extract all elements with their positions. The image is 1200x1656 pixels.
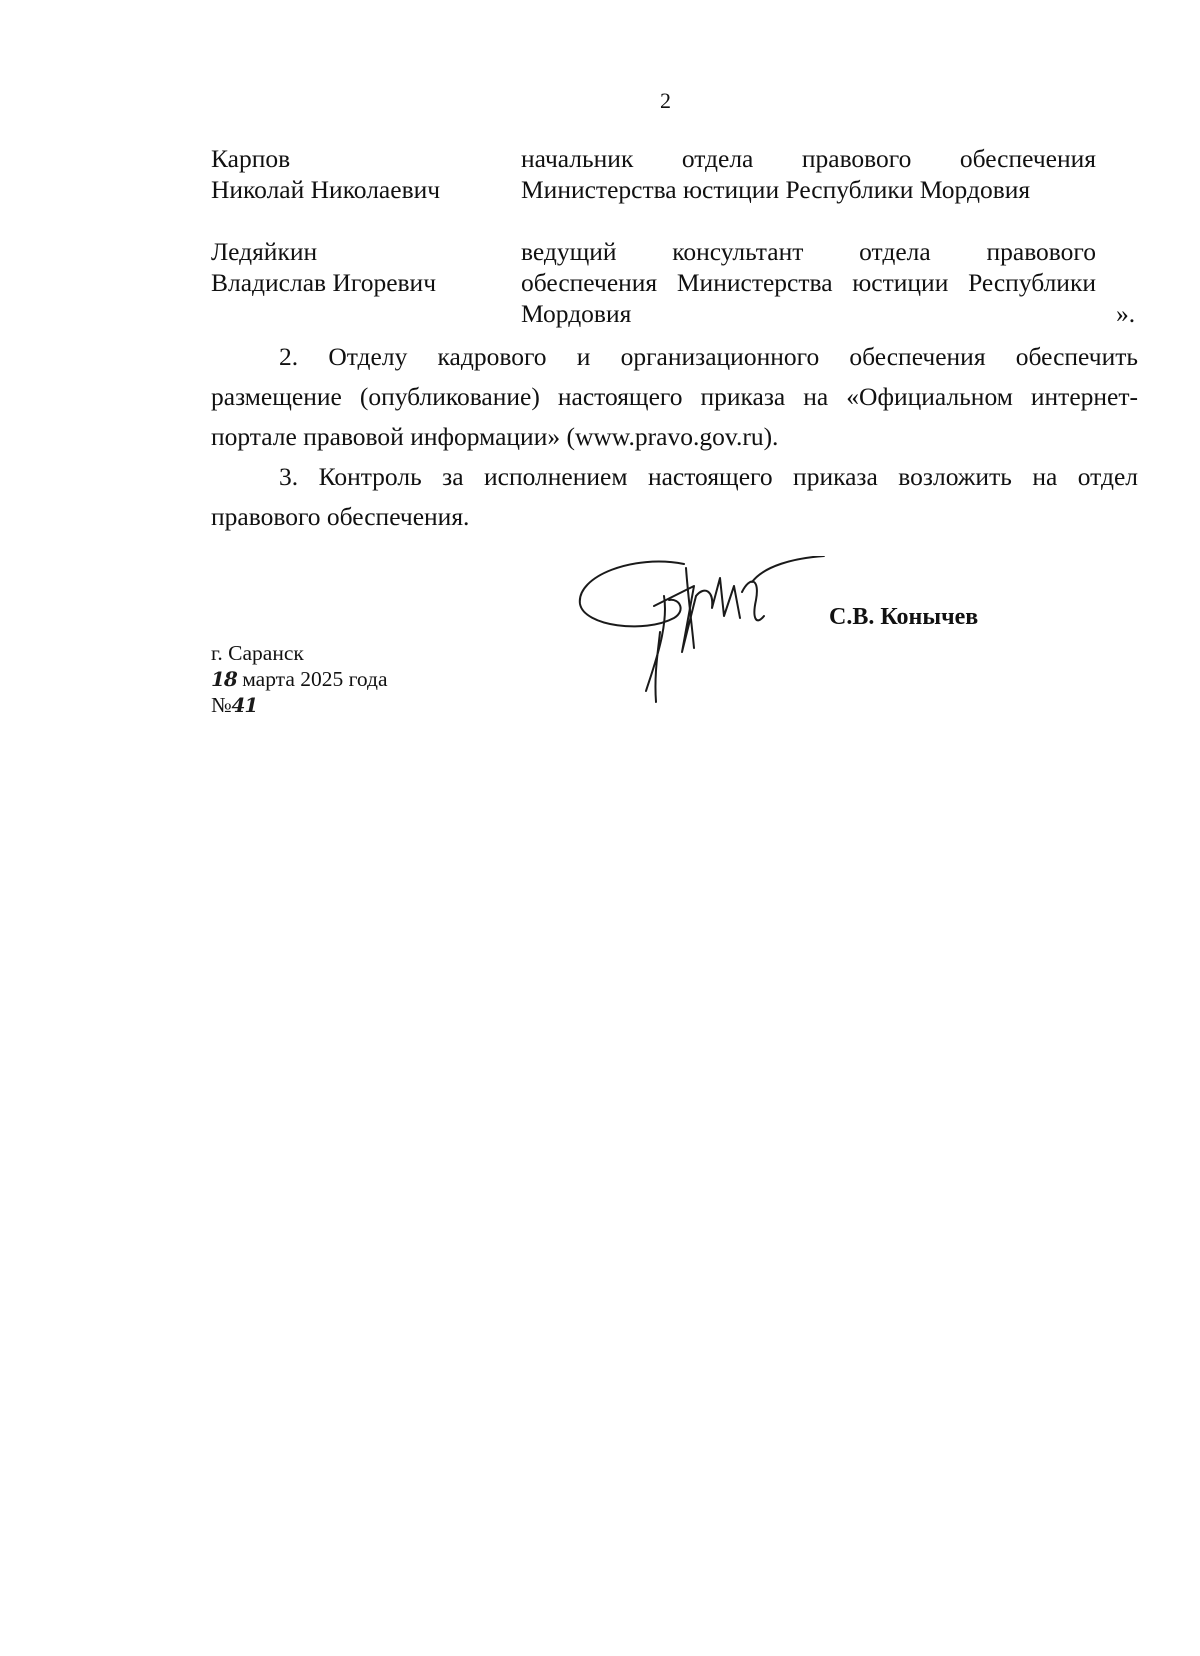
handwritten-number: 41 <box>231 693 258 717</box>
handwritten-signature <box>574 556 834 706</box>
handwritten-day: 18 <box>211 667 237 691</box>
paragraph-3-line1: 3. Контроль за исполнением настоящего приказа возложить на отдел <box>279 462 1138 491</box>
paragraph-2-line2: размещение (опубликование) настоящего приказа на «Официальном интернет- <box>211 382 1138 411</box>
number-prefix: № <box>211 693 232 717</box>
member-2-given-names: Владислав Игоревич <box>211 268 437 297</box>
member-2-position-line2: обеспечения Министерства юстиции Республики <box>521 268 1096 297</box>
paragraph-3-line2: правового обеспечения. <box>211 502 470 531</box>
date-line <box>211 666 388 692</box>
paragraph-2-line1: 2. Отделу кадрового и организационного обеспечения обеспечить <box>279 342 1138 371</box>
signatory-name: С.В. Конычев <box>829 604 979 630</box>
date-rest: марта 2025 года <box>242 667 388 691</box>
number-line <box>211 692 257 718</box>
page-number: 2 <box>660 88 671 113</box>
member-2-position-line1: ведущий консультант отдела правового <box>521 237 1096 266</box>
paragraph-2-line3: портале правовой информации» (www.pravo.gov.ru). <box>211 422 779 451</box>
member-1-surname: Карпов <box>211 144 291 173</box>
place: г. Саранск <box>211 641 304 665</box>
member-2-surname: Ледяйкин <box>211 237 318 266</box>
closing-quote: ». <box>1116 299 1136 328</box>
member-1-position-line1: начальник отдела правового обеспечения <box>521 144 1096 173</box>
member-2-position-line3: Мордовия <box>521 299 632 328</box>
member-1-given-names: Николай Николаевич <box>211 175 441 204</box>
member-1-position-line2: Министерства юстиции Республики Мордовия <box>521 175 1031 204</box>
